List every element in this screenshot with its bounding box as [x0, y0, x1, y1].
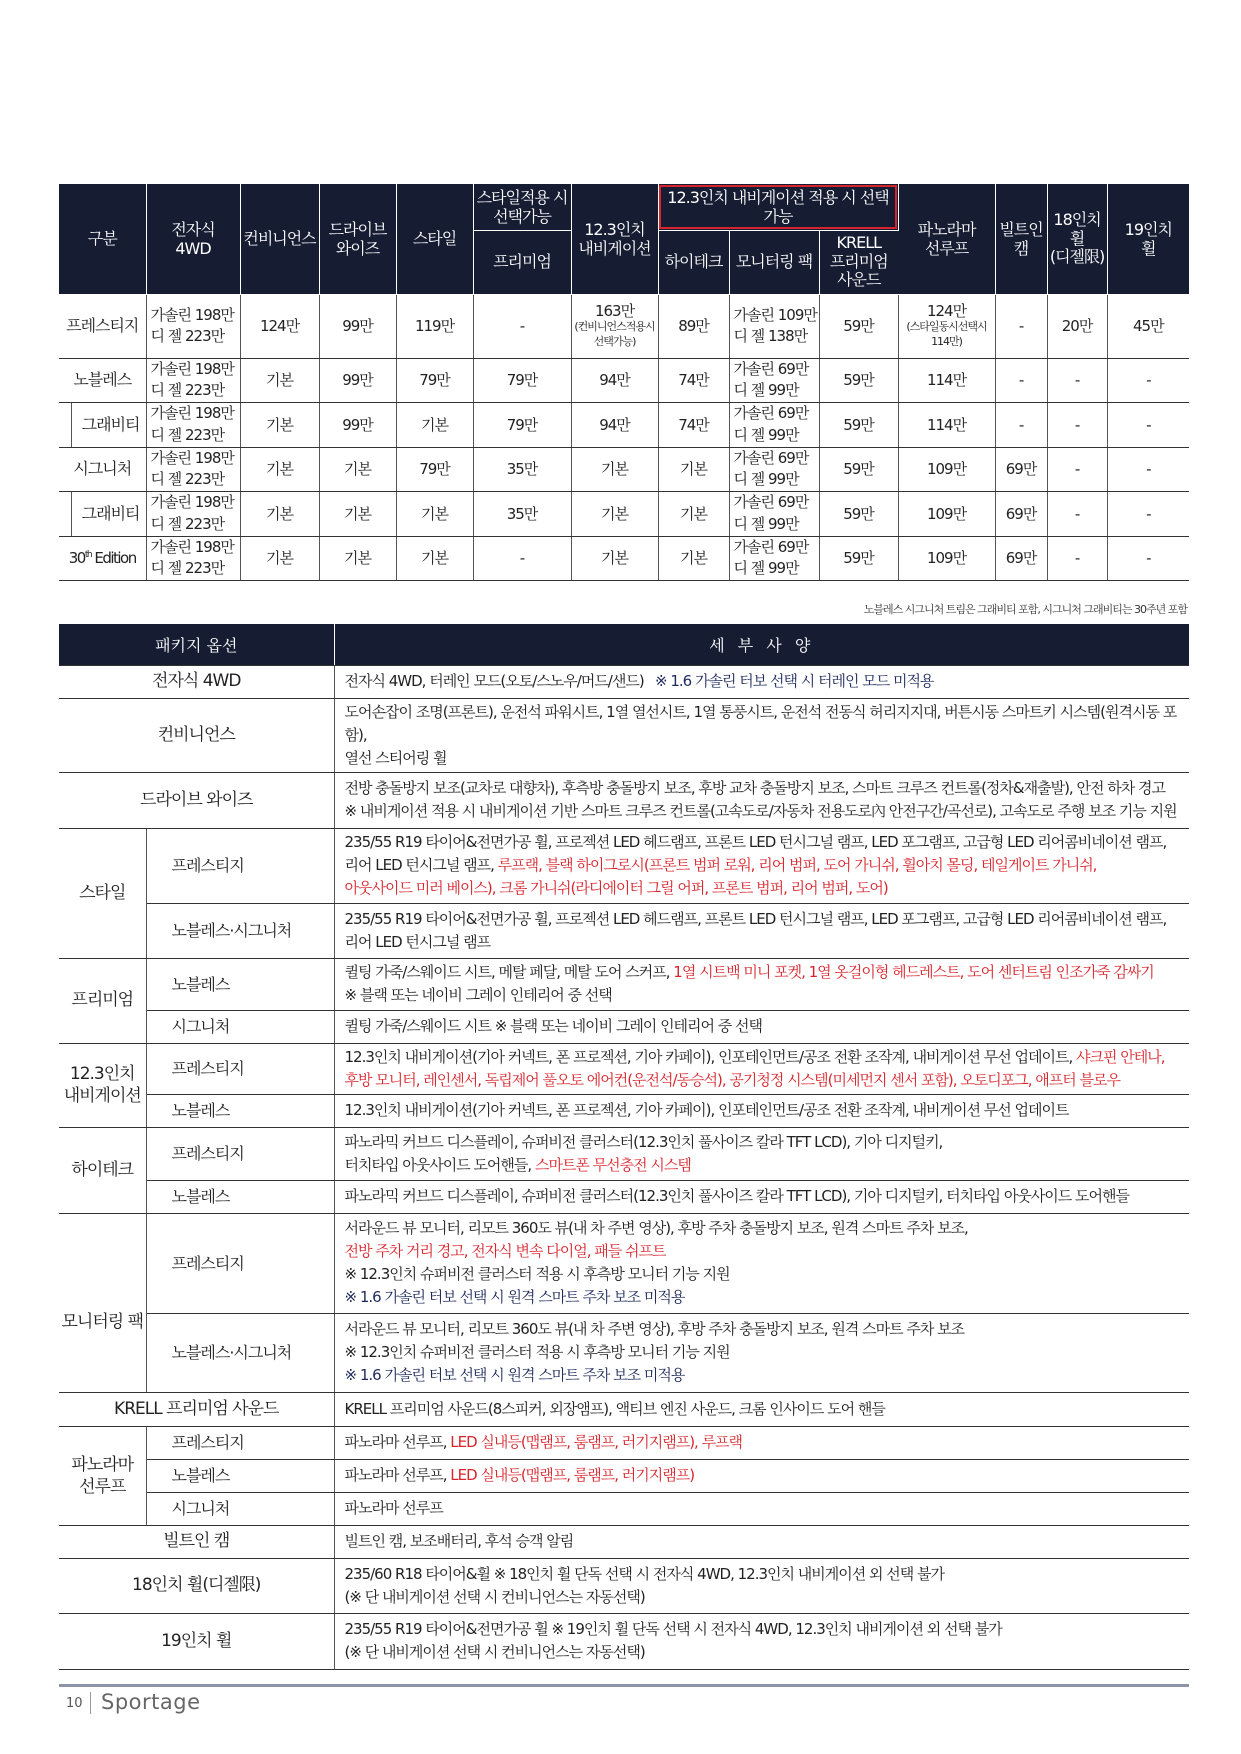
pkg-name: 드라이브 와이즈 — [59, 772, 334, 828]
pkg-row-convenience — [59, 698, 1189, 772]
hitech-price: 기본 — [658, 447, 729, 491]
pkg-category: 파노라마 선루프 — [59, 1426, 146, 1525]
page-number: 10 — [66, 1696, 83, 1711]
package-detail-table — [59, 624, 1189, 1670]
premium-price: 35만 — [473, 447, 571, 491]
pkg-trim: 프레스티지 — [146, 828, 334, 903]
price-row-noblesse — [59, 358, 1189, 402]
wheel19-price: - — [1107, 536, 1189, 580]
convenience-price: 기본 — [240, 536, 319, 580]
pkg-detail: 빌트인 캠, 보조배터리, 후석 승객 알림 — [334, 1525, 1189, 1558]
pkg-detail: 235/60 R18 타이어&휠 ※ 18인치 휠 단독 선택 시 전자식 4WD, 12.3인치 내비게이션 외 선택 불가 (※ 단 내비게이션 선택 시 컨비니언스는 자동선택) — [334, 1558, 1189, 1613]
sunroof-price: 109만 — [898, 447, 995, 491]
navigation-price: 94만 — [571, 358, 658, 402]
pkg-trim: 프레스티지 — [146, 1043, 334, 1094]
price-row-30th-edition — [59, 536, 1189, 580]
pkg-row-style-noblesse — [59, 903, 1189, 958]
style-price: 119만 — [396, 294, 473, 358]
pkg-trim: 노블레스 — [146, 958, 334, 1010]
pkg-detail: 서라운드 뷰 모니터, 리모트 360도 뷰(내 차 주변 영상), 후방 주차 충돌방지 보조, 원격 스마트 주차 보조 ※ 12.3인치 슈퍼비전 클러스터 적용 시 후측방 모니터 기능 지원 ※ 1.6 가솔린 터보 선택 시 원격 스마트 주차 보조 미적용 — [334, 1313, 1189, 1392]
trim-note: 노블레스 시그니처 트림은 그래비티 포함, 시그니처 그래비티는 30주년 포함 — [863, 603, 1187, 616]
pkg-row-cam — [59, 1525, 1189, 1558]
pkg-detail: 파노라마 선루프, LED 실내등(맵램프, 룸램프, 러기지램프) — [334, 1459, 1189, 1492]
style-price: 79만 — [396, 447, 473, 491]
wheel19-price: - — [1107, 358, 1189, 402]
convenience-price: 기본 — [240, 491, 319, 536]
pkg-row-hitech-noblesse — [59, 1180, 1189, 1213]
header-category: 구분 — [59, 184, 146, 294]
monitoring-price: 가솔린 69만 디 젤 99만 — [729, 491, 819, 536]
header-krell: KRELL 프리미엄 사운드 — [819, 230, 898, 294]
footer-divider — [90, 1692, 91, 1714]
krell-price: 59만 — [819, 294, 898, 358]
cam-price: 69만 — [995, 447, 1047, 491]
pkg-row-premium-noblesse — [59, 958, 1189, 1010]
monitoring-price: 가솔린 69만 디 젤 99만 — [729, 358, 819, 402]
header-drive-wise: 드라이브 와이즈 — [319, 184, 396, 294]
hitech-price: 74만 — [658, 402, 729, 447]
drive-wise-price: 기본 — [319, 491, 396, 536]
pkg-trim: 노블레스·시그니처 — [146, 903, 334, 958]
header-style: 스타일 — [396, 184, 473, 294]
drive-wise-price: 99만 — [319, 294, 396, 358]
pkg-trim: 노블레스 — [146, 1459, 334, 1492]
wheel19-price: 45만 — [1107, 294, 1189, 358]
trim-name: 노블레스 — [59, 358, 146, 402]
premium-price: - — [473, 536, 571, 580]
pkg-name: 컨비니언스 — [59, 698, 334, 772]
pkg-row-wheel19 — [59, 1613, 1189, 1669]
header-wheel18: 18인치 휠 (디젤限) — [1047, 184, 1107, 294]
pkg-row-wheel18 — [59, 1558, 1189, 1613]
price-row-prestige — [59, 294, 1189, 358]
style-price: 기본 — [396, 536, 473, 580]
pkg-row-monitoring-prestige — [59, 1213, 1189, 1313]
premium-price: - — [473, 294, 571, 358]
price-row-signature — [59, 447, 1189, 491]
header-navigation: 12.3인치 내비게이션 — [571, 184, 658, 294]
pkg-trim: 노블레스 — [146, 1180, 334, 1213]
krell-price: 59만 — [819, 402, 898, 447]
pkg-detail: 파노라마 선루프, LED 실내등(맵램프, 룸램프, 러기지램프), 루프랙 — [334, 1426, 1189, 1459]
pkg-detail: 퀼팅 가죽/스웨이드 시트 ※ 블랙 또는 네이비 그레이 인테리어 중 선택 — [334, 1010, 1189, 1043]
cam-price: 69만 — [995, 491, 1047, 536]
monitoring-price: 가솔린 69만 디 젤 99만 — [729, 447, 819, 491]
wheel18-price: - — [1047, 358, 1107, 402]
fuel-price: 가솔린 198만 디 젤 223만 — [146, 402, 240, 447]
pkg-row-drive-wise — [59, 772, 1189, 828]
drive-wise-price: 기본 — [319, 447, 396, 491]
drive-wise-price: 99만 — [319, 402, 396, 447]
pkg-detail: 235/55 R19 타이어&전면가공 휠, 프로젝션 LED 헤드램프, 프론트 LED 턴시그널 램프, LED 포그램프, 고급형 LED 리어콤비네이션 램프, 리어 LED 턴시그널 램프 — [334, 903, 1189, 958]
pkg-detail: 전자식 4WD, 터레인 모드(오토/스노우/머드/샌드) ※ 1.6 가솔린 터보 선택 시 터레인 모드 미적용 — [334, 665, 1189, 698]
cam-price: 69만 — [995, 536, 1047, 580]
pkg-detail: 퀼팅 가죽/스웨이드 시트, 메탈 페달, 메탈 도어 스커프, 1열 시트백 미니 포켓, 1열 옷걸이형 헤드레스트, 도어 센터트림 인조가죽 감싸기 ※ 블랙 또는 네이비 그레이 인테리어 중 선택 — [334, 958, 1189, 1010]
krell-price: 59만 — [819, 491, 898, 536]
pkg-row-navigation-prestige — [59, 1043, 1189, 1094]
pkg-row-style-prestige — [59, 828, 1189, 903]
header-nav-group: 12.3인치 내비게이션 적용 시 선택 가능 — [658, 184, 898, 230]
wheel18-price: - — [1047, 536, 1107, 580]
fuel-price: 가솔린 198만 디 젤 223만 — [146, 447, 240, 491]
header-detail: 세 부 사 양 — [334, 624, 1189, 665]
hitech-price: 74만 — [658, 358, 729, 402]
navigation-price: 94만 — [571, 402, 658, 447]
premium-price: 35만 — [473, 491, 571, 536]
pkg-row-sunroof-prestige — [59, 1426, 1189, 1459]
pkg-row-hitech-prestige — [59, 1127, 1189, 1180]
style-price: 79만 — [396, 358, 473, 402]
wheel18-price: - — [1047, 491, 1107, 536]
krell-price: 59만 — [819, 447, 898, 491]
header-cam: 빌트인 캠 — [995, 184, 1047, 294]
pkg-detail: 235/55 R19 타이어&전면가공 휠 ※ 19인치 휠 단독 선택 시 전자식 4WD, 12.3인치 내비게이션 외 선택 불가 (※ 단 내비게이션 선택 시 컨비니언스는 자동선택) — [334, 1613, 1189, 1669]
pkg-trim: 노블레스 — [146, 1094, 334, 1127]
pkg-detail: 파노라믹 커브드 디스플레이, 슈퍼비전 클러스터(12.3인치 풀사이즈 칼라 TFT LCD), 기아 디지털키, 터치타입 아웃사이드 도어핸들 — [334, 1180, 1189, 1213]
navigation-price: 기본 — [571, 447, 658, 491]
pkg-trim: 프레스티지 — [146, 1127, 334, 1180]
pkg-detail: 도어손잡이 조명(프론트), 운전석 파워시트, 1열 열선시트, 1열 통풍시트, 운전석 전동식 허리지지대, 버튼시동 스마트키 시스템(원격시동 포함), 열선 스티어링 휠 — [334, 698, 1189, 772]
pkg-row-monitoring-noblesse — [59, 1313, 1189, 1392]
sunroof-price: 124만 (스타일동시선택시 114만) — [898, 294, 995, 358]
pkg-name: 18인치 휠(디젤限) — [59, 1558, 334, 1613]
trim-name: 그래비티 — [59, 402, 146, 447]
krell-price: 59만 — [819, 536, 898, 580]
pkg-detail: 서라운드 뷰 모니터, 리모트 360도 뷰(내 차 주변 영상), 후방 주차 충돌방지 보조, 원격 스마트 주차 보조, 전방 주차 거리 경고, 전자식 변속 다이얼, 패들 쉬프트 ※ 12.3인치 슈퍼비전 클러스터 적용 시 후측방 모니터 기능 지원 ※ 1.6 가솔린 터보 선택 시 원격 스마트 주차 보조 미적용 — [334, 1213, 1189, 1313]
pkg-detail: 12.3인치 내비게이션(기아 커넥트, 폰 프로젝션, 기아 카페이), 인포테인먼트/공조 전환 조작계, 내비게이션 무선 업데이트, 샤크핀 안테나, 후방 모니터, 레인센서, 독립제어 풀오토 에어컨(운전석/동승석), 공기청정 시스템(미세먼지 센서 포함), 오토디포그, 애프터 블로우 — [334, 1043, 1189, 1094]
hitech-price: 기본 — [658, 536, 729, 580]
navigation-price: 163만 (컨비니언스적용시 선택가능) — [571, 294, 658, 358]
wheel19-price: - — [1107, 447, 1189, 491]
pkg-name: KRELL 프리미엄 사운드 — [59, 1392, 334, 1426]
wheel19-price: - — [1107, 491, 1189, 536]
navigation-price: 기본 — [571, 536, 658, 580]
header-style-group: 스타일적용 시 선택가능 — [473, 184, 571, 230]
option-price-table — [59, 184, 1189, 581]
drive-wise-price: 기본 — [319, 536, 396, 580]
navigation-price: 기본 — [571, 491, 658, 536]
pkg-row-sunroof-noblesse — [59, 1459, 1189, 1492]
price-row-noblesse-gravity — [59, 402, 1189, 447]
fuel-price: 가솔린 198만 디 젤 223만 — [146, 536, 240, 580]
hitech-price: 89만 — [658, 294, 729, 358]
drive-wise-price: 99만 — [319, 358, 396, 402]
pkg-category: 12.3인치 내비게이션 — [59, 1043, 146, 1127]
style-price: 기본 — [396, 402, 473, 447]
header-wheel19: 19인치 휠 — [1107, 184, 1189, 294]
premium-price: 79만 — [473, 402, 571, 447]
wheel18-price: 20만 — [1047, 294, 1107, 358]
hitech-price: 기본 — [658, 491, 729, 536]
wheel19-price: - — [1107, 402, 1189, 447]
pkg-category: 모니터링 팩 — [59, 1213, 146, 1392]
cam-price: - — [995, 402, 1047, 447]
brand-name: Sportage — [101, 1690, 201, 1714]
price-row-signature-gravity — [59, 491, 1189, 536]
pkg-row-premium-signature — [59, 1010, 1189, 1043]
pkg-trim: 프레스티지 — [146, 1426, 334, 1459]
header-package-option: 패키지 옵션 — [59, 624, 334, 665]
trim-name: 프레스티지 — [59, 294, 146, 358]
monitoring-price: 가솔린 69만 디 젤 99만 — [729, 402, 819, 447]
wheel18-price: - — [1047, 447, 1107, 491]
cam-price: - — [995, 358, 1047, 402]
pkg-category: 하이테크 — [59, 1127, 146, 1213]
fuel-price: 가솔린 198만 디 젤 223만 — [146, 294, 240, 358]
pkg-detail: 전방 충돌방지 보조(교차로 대향차), 후측방 충돌방지 보조, 후방 교차 충돌방지 보조, 스마트 크루즈 컨트롤(정차&재출발), 안전 하차 경고 ※ 내비게이션 적용 시 내비게이션 기반 스마트 크루즈 컨트롤(고속도로/자동차 전용도로內 안전구간/곡선로), 고속도로 주행 보조 기능 지원 — [334, 772, 1189, 828]
trim-name: 그래비티 — [59, 491, 146, 536]
convenience-price: 기본 — [240, 358, 319, 402]
pkg-trim: 시그니처 — [146, 1010, 334, 1043]
sunroof-price: 114만 — [898, 402, 995, 447]
convenience-price: 기본 — [240, 447, 319, 491]
pkg-row-awd — [59, 665, 1189, 698]
convenience-price: 기본 — [240, 402, 319, 447]
pkg-detail: 파노라마 선루프 — [334, 1492, 1189, 1525]
fuel-price: 가솔린 198만 디 젤 223만 — [146, 491, 240, 536]
header-convenience: 컨비니언스 — [240, 184, 319, 294]
pkg-row-navigation-noblesse — [59, 1094, 1189, 1127]
footer-rule — [59, 1684, 1189, 1687]
krell-price: 59만 — [819, 358, 898, 402]
fuel-price: 가솔린 198만 디 젤 223만 — [146, 358, 240, 402]
style-price: 기본 — [396, 491, 473, 536]
cam-price: - — [995, 294, 1047, 358]
pkg-detail: 235/55 R19 타이어&전면가공 휠, 프로젝션 LED 헤드램프, 프론트 LED 턴시그널 램프, LED 포그램프, 고급형 LED 리어콤비네이션 램프, 리어 LED 턴시그널 램프, 루프랙, 블랙 하이그로시(프론트 범퍼 로워, 리어 범퍼, 도어 가니쉬, 휠아치 몰딩, 테일게이트 가니쉬, 아웃사이드 미러 베이스), 크롬 가니쉬(라디에이터 그릴 어퍼, 프론트 범퍼, 리어 범퍼, 도어) — [334, 828, 1189, 903]
sunroof-price: 114만 — [898, 358, 995, 402]
header-premium: 프리미엄 — [473, 230, 571, 294]
convenience-price: 124만 — [240, 294, 319, 358]
header-sunroof: 파노라마 선루프 — [898, 184, 995, 294]
header-hitech: 하이테크 — [658, 230, 729, 294]
pkg-trim: 프레스티지 — [146, 1213, 334, 1313]
pkg-trim: 노블레스·시그니처 — [146, 1313, 334, 1392]
pkg-category: 스타일 — [59, 828, 146, 958]
sunroof-price: 109만 — [898, 536, 995, 580]
wheel18-price: - — [1047, 402, 1107, 447]
trim-name: 30th Edition — [59, 536, 146, 580]
pkg-row-krell — [59, 1392, 1189, 1426]
pkg-row-sunroof-signature — [59, 1492, 1189, 1525]
pkg-name: 전자식 4WD — [59, 665, 334, 698]
pkg-name: 빌트인 캠 — [59, 1525, 334, 1558]
header-awd: 전자식 4WD — [146, 184, 240, 294]
monitoring-price: 가솔린 109만 디 젤 138만 — [729, 294, 819, 358]
pkg-detail: KRELL 프리미엄 사운드(8스피커, 외장앰프), 액티브 엔진 사운드, 크롬 인사이드 도어 핸들 — [334, 1392, 1189, 1426]
trim-name: 시그니처 — [59, 447, 146, 491]
header-monitoring: 모니터링 팩 — [729, 230, 819, 294]
pkg-detail: 파노라믹 커브드 디스플레이, 슈퍼비전 클러스터(12.3인치 풀사이즈 칼라 TFT LCD), 기아 디지털키, 터치타입 아웃사이드 도어핸들, 스마트폰 무선충전 시스템 — [334, 1127, 1189, 1180]
pkg-trim: 시그니처 — [146, 1492, 334, 1525]
premium-price: 79만 — [473, 358, 571, 402]
monitoring-price: 가솔린 69만 디 젤 99만 — [729, 536, 819, 580]
pkg-name: 19인치 휠 — [59, 1613, 334, 1669]
pkg-detail: 12.3인치 내비게이션(기아 커넥트, 폰 프로젝션, 기아 카페이), 인포테인먼트/공조 전환 조작계, 내비게이션 무선 업데이트 — [334, 1094, 1189, 1127]
sunroof-price: 109만 — [898, 491, 995, 536]
pkg-category: 프리미엄 — [59, 958, 146, 1043]
